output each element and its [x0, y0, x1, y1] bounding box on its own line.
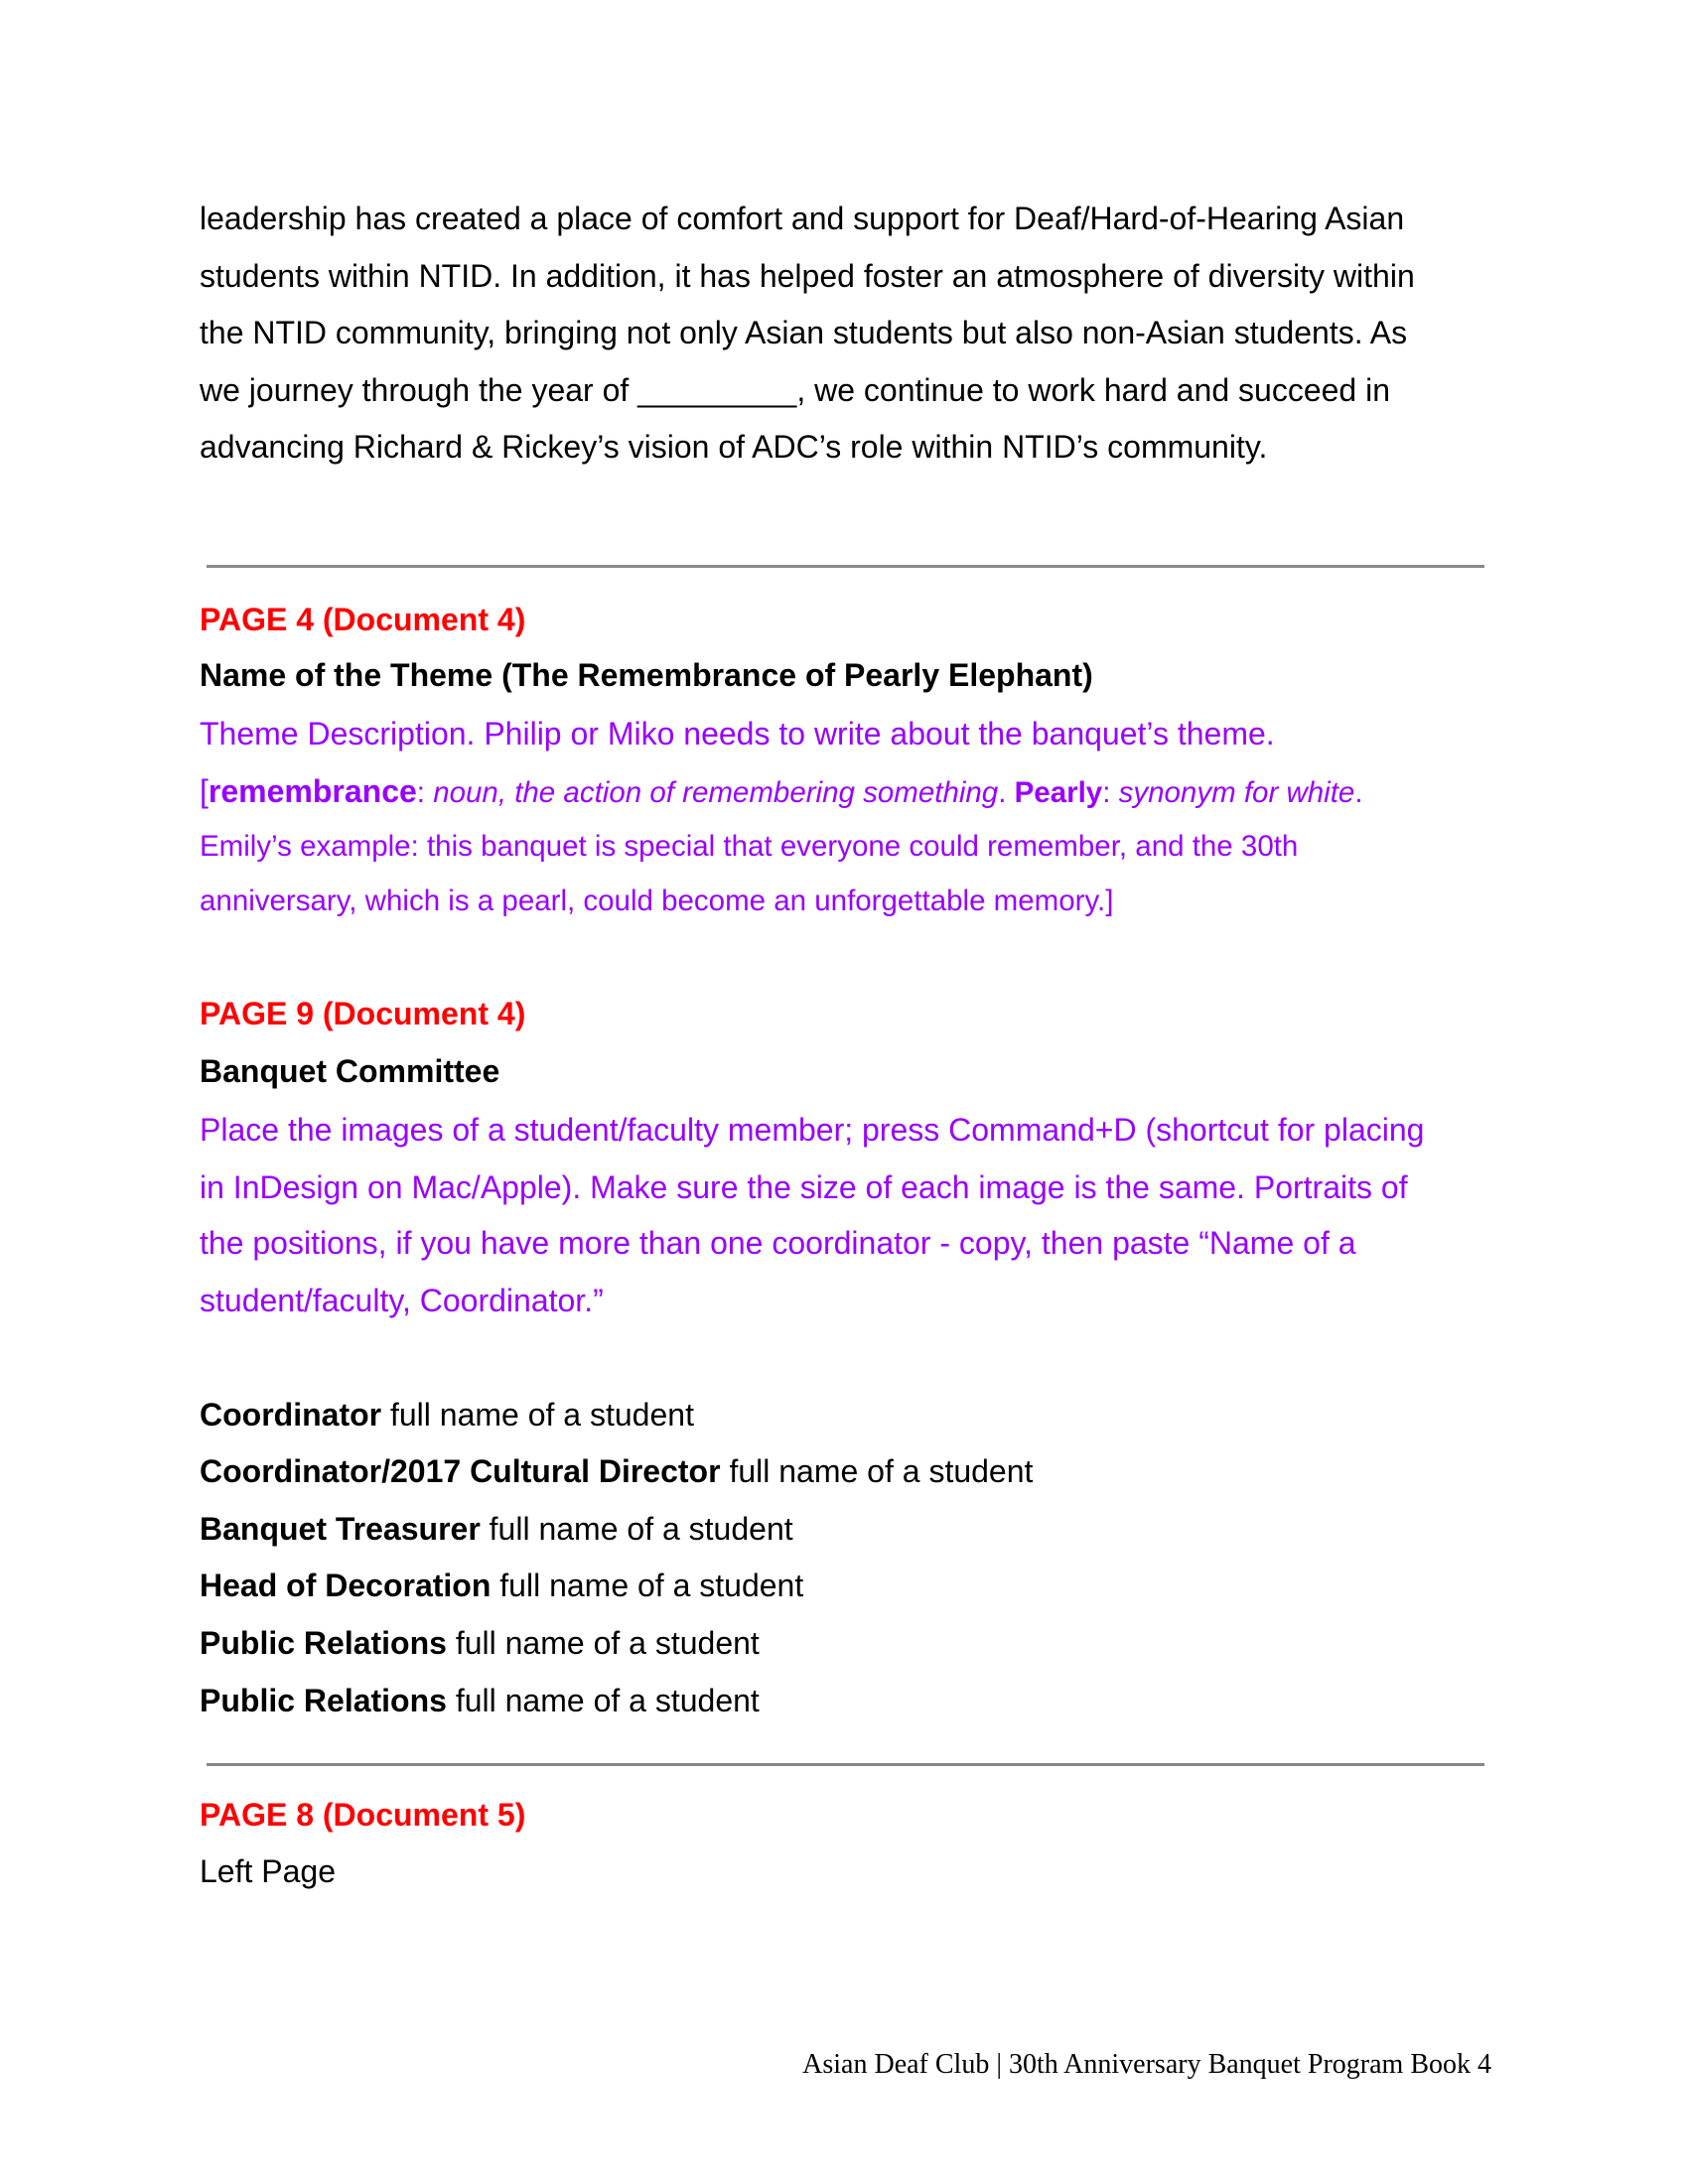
- definition-term: Pearly: [1014, 776, 1103, 809]
- instruction-line: in InDesign on Mac/Apple). Make sure the size of each image is the same. Portraits of: [200, 1169, 1408, 1205]
- committee-role-row: [200, 1681, 760, 1720]
- role-title: Banquet Treasurer: [200, 1511, 481, 1547]
- role-title: Public Relations: [200, 1683, 447, 1718]
- section-heading: PAGE 9 (Document 4): [200, 996, 526, 1031]
- definition-term: remembrance: [208, 773, 417, 809]
- intro-line: advancing Richard & Rickey’s vision of ADC’s role within NTID’s community.: [200, 429, 1268, 465]
- page-footer: Asian Deaf Club | 30th Anniversary Banquet Program Book 4: [802, 2049, 1491, 2080]
- colon: :: [1102, 776, 1119, 809]
- committee-title: Banquet Committee: [200, 1053, 500, 1089]
- role-name: full name of a student: [446, 1625, 760, 1661]
- section-divider: [207, 565, 1484, 568]
- role-title: Coordinator: [200, 1397, 382, 1433]
- committee-role-row: [200, 1395, 694, 1434]
- role-name: full name of a student: [381, 1397, 694, 1433]
- committee-role-row: [200, 1451, 1033, 1491]
- definition-text: synonym for white: [1118, 776, 1355, 809]
- role-title: Coordinator/2017 Cultural Director: [200, 1453, 721, 1489]
- colon: :: [416, 776, 434, 809]
- committee-role-row: [200, 1623, 760, 1663]
- committee-role-row: [200, 1566, 803, 1605]
- section-heading: PAGE 8 (Document 5): [200, 1797, 526, 1833]
- page8-text: Left Page: [200, 1853, 336, 1889]
- period: .: [1354, 776, 1363, 809]
- instruction-line: the positions, if you have more than one coordinator - copy, then paste “Name of a: [200, 1225, 1356, 1261]
- role-title: Head of Decoration: [200, 1568, 492, 1603]
- separator: .: [998, 776, 1015, 809]
- role-name: full name of a student: [446, 1683, 760, 1718]
- example-line: anniversary, which is a pearl, could become an unforgettable memory.]: [200, 885, 1114, 917]
- intro-line: the NTID community, bringing not only Asian students but also non-Asian students. As: [200, 315, 1408, 350]
- section-heading: PAGE 4 (Document 4): [200, 602, 526, 637]
- intro-line: we journey through the year of _________, we continue to work hard and succeed in: [200, 372, 1391, 408]
- instruction-line: Place the images of a student/faculty member; press Command+D (shortcut for placing: [200, 1112, 1425, 1148]
- theme-name: Name of the Theme (The Remembrance of Pearly Elephant): [200, 657, 1093, 693]
- role-name: full name of a student: [720, 1453, 1034, 1489]
- theme-description: Theme Description. Philip or Miko needs to write about the banquet’s theme.: [200, 716, 1275, 751]
- intro-line: students within NTID. In addition, it has helped foster an atmosphere of diversity within: [200, 258, 1415, 294]
- example-line: Emily’s example: this banquet is special that everyone could remember, and the 30th: [200, 830, 1299, 863]
- committee-role-row: [200, 1509, 793, 1549]
- section-divider: [207, 1763, 1484, 1766]
- definition-text: noun, the action of remembering something: [433, 776, 999, 809]
- instruction-line: student/faculty, Coordinator.”: [200, 1283, 604, 1318]
- theme-definitions: [200, 771, 1363, 813]
- intro-line: leadership has created a place of comfort and support for Deaf/Hard-of-Hearing Asian: [200, 201, 1405, 236]
- bracket: [: [200, 773, 209, 809]
- role-title: Public Relations: [200, 1625, 447, 1661]
- role-name: full name of a student: [491, 1568, 804, 1603]
- role-name: full name of a student: [480, 1511, 793, 1547]
